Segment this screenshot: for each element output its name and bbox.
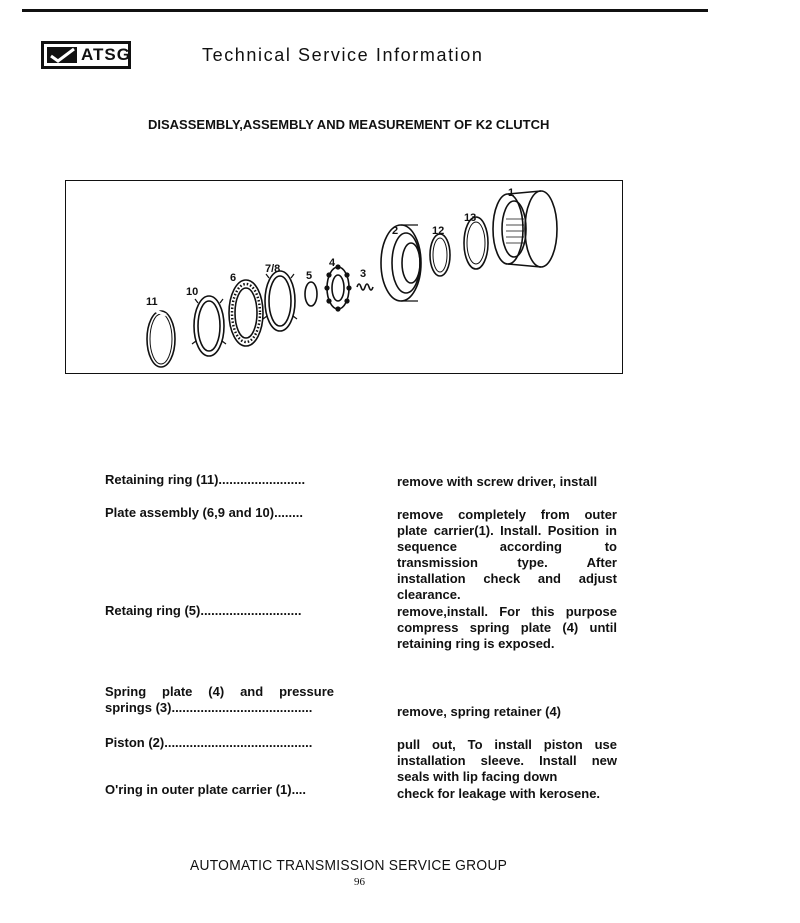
part-3-springs	[357, 284, 373, 290]
procedure-instruction-retaining-ring-11: remove with screw driver, install	[397, 474, 598, 489]
atsg-logo	[41, 41, 131, 69]
label-11: 11	[146, 296, 158, 308]
label-10: 10	[186, 286, 199, 298]
part-11-retaining-ring	[147, 311, 175, 367]
label-4: 4	[329, 257, 336, 269]
part-13-ring	[464, 217, 488, 269]
label-1: 1	[508, 187, 515, 199]
label-7-8: 7/8	[265, 263, 281, 275]
procedure-instruction-piston: pull out, To install piston use installation sleeve. Install new seals with lip facing down	[397, 737, 617, 784]
label-6: 6	[230, 272, 237, 284]
document-title: DISASSEMBLY,ASSEMBLY AND MEASUREMENT OF K2 CLUTCH	[148, 117, 550, 132]
header-title: Technical Service Information	[202, 45, 484, 65]
exploded-view-drawing	[66, 181, 622, 373]
label-3: 3	[360, 268, 367, 280]
procedure-part-piston: Piston (2).........................................	[105, 735, 313, 750]
procedure-part-spring-plate: Spring plate (4) and pressure springs (3).......................................	[105, 684, 334, 715]
clutch-exploded-diagram	[65, 180, 623, 374]
logo-text: ATSG	[81, 45, 131, 64]
procedure-instruction-plate-assembly: remove completely from outer plate carrier(1). Install. Position in sequence according to transmission type. After installation check and adjust clearance.	[397, 507, 617, 602]
part-6-friction-plate	[229, 280, 263, 346]
part-5-ring	[305, 282, 317, 306]
part-2-piston	[381, 225, 421, 301]
part-7-8-plate	[263, 271, 297, 331]
label-13: 13	[464, 212, 477, 224]
top-rule	[22, 9, 708, 12]
label-2: 2	[392, 225, 399, 237]
procedure-instruction-spring-plate: remove, spring retainer (4)	[397, 704, 561, 719]
logo-check-mark-icon	[47, 47, 77, 63]
part-4-spring-plate	[325, 265, 351, 311]
procedure-instruction-retaining-ring-5: remove,install. For this purpose compress spring plate (4) until retaining ring is exposed.	[397, 604, 617, 651]
part-12-ring	[430, 234, 450, 276]
procedure-part-plate-assembly: Plate assembly (6,9 and 10)........	[105, 505, 303, 520]
page-number: 96	[354, 876, 365, 888]
procedure-part-oring: O'ring in outer plate carrier (1)....	[105, 782, 307, 797]
part-1-outer-plate-carrier	[493, 191, 557, 267]
label-5: 5	[306, 270, 313, 282]
procedure-part-retaining-ring-5: Retaing ring (5)............................	[105, 603, 302, 618]
procedure-part-retaining-ring-11: Retaining ring (11)........................	[105, 472, 306, 487]
procedure-instruction-oring: check for leakage with kerosene.	[397, 786, 601, 801]
footer-organization: AUTOMATIC TRANSMISSION SERVICE GROUP	[190, 857, 508, 874]
part-10-plate	[192, 296, 226, 356]
label-12: 12	[432, 225, 445, 237]
